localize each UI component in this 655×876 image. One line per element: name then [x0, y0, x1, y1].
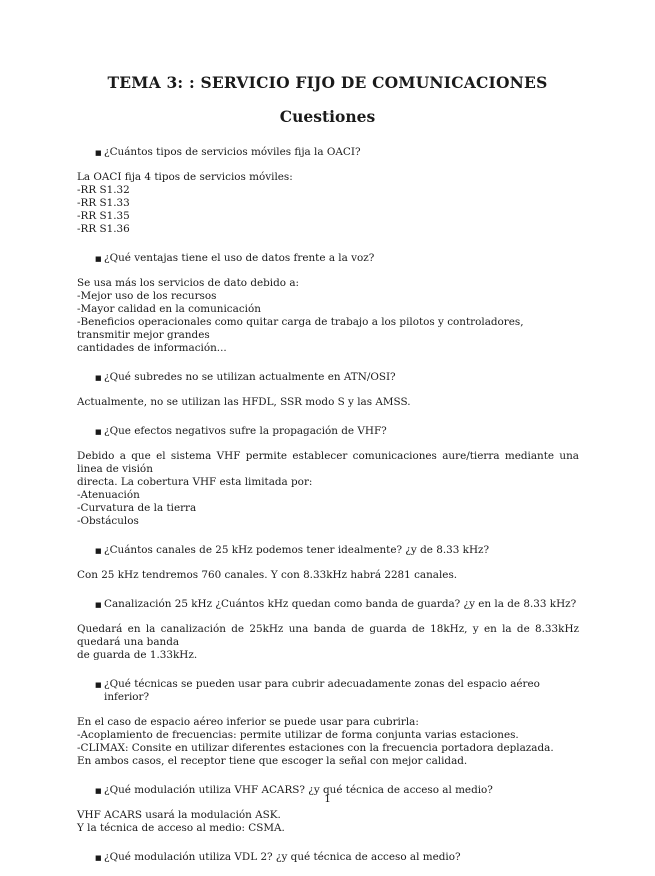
bullet-icon: ■	[95, 149, 102, 157]
bullet-icon: ■	[95, 374, 102, 382]
answer-line: -Mayor calidad en la comunicación	[77, 303, 261, 315]
answer-line: -RR S1.32	[77, 184, 130, 196]
bullet-icon: ■	[95, 601, 102, 609]
answer-line: -Mejor uso de los recursos	[77, 290, 217, 302]
answer-line: VHF ACARS usará la modulación ASK.	[77, 809, 281, 821]
answer-block	[77, 623, 579, 662]
question-text: ¿Qué técnicas se pueden usar para cubrir adecuadamente zonas del espacio aéreo inferior?	[104, 678, 540, 703]
question-list	[77, 146, 579, 876]
answer-block	[77, 277, 579, 355]
question-text: ¿Cuántos canales de 25 kHz podemos tener idealmente? ¿y de 8.33 kHz?	[104, 544, 490, 556]
question-item	[77, 851, 579, 864]
answer-line: Debido a que el sistema VHF permite establecer comunicaciones aure/tierra mediante una linea de visión	[77, 450, 579, 475]
answer-line: Quedará en la canalización de 25kHz una banda de guarda de 18kHz, y en la de 8.33kHz quedará una banda	[77, 623, 579, 648]
answer-line: En ambos casos, el receptor tiene que escoger la señal con mejor calidad.	[77, 755, 468, 767]
answer-line: Con 25 kHz tendremos 760 canales. Y con 8.33kHz habrá 2281 canales.	[77, 569, 458, 581]
answer-line: -Obstáculos	[77, 515, 139, 527]
question-text: ¿Que efectos negativos sufre la propagación de VHF?	[104, 425, 387, 437]
question-text: ¿Qué modulación utiliza VDL 2? ¿y qué técnica de acceso al medio?	[104, 851, 461, 863]
answer-line: -RR S1.36	[77, 223, 130, 235]
question-item	[77, 598, 579, 611]
answer-line: -RR S1.35	[77, 210, 130, 222]
bullet-icon: ■	[95, 547, 102, 555]
question-item	[77, 678, 579, 704]
question-text: ¿Qué modulación utiliza VHF ACARS? ¿y qué técnica de acceso al medio?	[104, 784, 493, 796]
bullet-icon: ■	[95, 681, 102, 689]
answer-line: -Acoplamiento de frecuencias: permite utilizar de forma conjunta varias estaciones.	[77, 729, 519, 741]
bullet-icon: ■	[95, 255, 102, 263]
answer-block	[77, 171, 579, 236]
bullet-icon: ■	[95, 787, 102, 795]
question-item	[77, 146, 579, 159]
answer-block	[77, 450, 579, 528]
page-number: 1	[324, 793, 331, 805]
answer-line: cantidades de información...	[77, 342, 227, 354]
document-title: TEMA 3: : SERVICIO FIJO DE COMUNICACIONES	[107, 73, 548, 92]
answer-line: Actualmente, no se utilizan las HFDL, SSR modo S y las AMSS.	[77, 396, 411, 408]
answer-line: -Atenuación	[77, 489, 140, 501]
answer-line: -Beneficios operacionales como quitar carga de trabajo a los pilotos y controladores, transmitir mejor grandes	[77, 316, 524, 341]
answer-block	[77, 569, 579, 582]
question-text: Canalización 25 kHz ¿Cuántos kHz quedan como banda de guarda? ¿y en la de 8.33 kHz?	[104, 598, 577, 610]
answer-line: En el caso de espacio aéreo inferior se puede usar para cubrirla:	[77, 716, 419, 728]
question-item	[77, 544, 579, 557]
question-text: ¿Cuántos tipos de servicios móviles fija la OACI?	[104, 146, 361, 158]
answer-line: de guarda de 1.33kHz.	[77, 649, 198, 661]
question-item	[77, 425, 579, 438]
answer-block	[77, 716, 579, 768]
answer-line: Y la técnica de acceso al medio: CSMA.	[77, 822, 285, 834]
answer-line: -Curvatura de la tierra	[77, 502, 197, 514]
answer-line: -RR S1.33	[77, 197, 130, 209]
answer-line: La OACI fija 4 tipos de servicios móviles:	[77, 171, 293, 183]
answer-line: Se usa más los servicios de dato debido a:	[77, 277, 300, 289]
answer-block	[77, 809, 579, 835]
bullet-icon: ■	[95, 854, 102, 862]
question-item	[77, 371, 579, 384]
question-item	[77, 252, 579, 265]
answer-block	[77, 396, 579, 409]
section-heading: Cuestiones	[279, 107, 376, 126]
answer-line: directa. La cobertura VHF esta limitada por:	[77, 476, 313, 488]
question-text: ¿Qué ventajas tiene el uso de datos frente a la voz?	[104, 252, 375, 264]
answer-line: -CLIMAX: Consite en utilizar diferentes estaciones con la frecuencia portadora deplazada.	[77, 742, 554, 754]
question-text: ¿Qué subredes no se utilizan actualmente en ATN/OSI?	[104, 371, 396, 383]
bullet-icon: ■	[95, 428, 102, 436]
